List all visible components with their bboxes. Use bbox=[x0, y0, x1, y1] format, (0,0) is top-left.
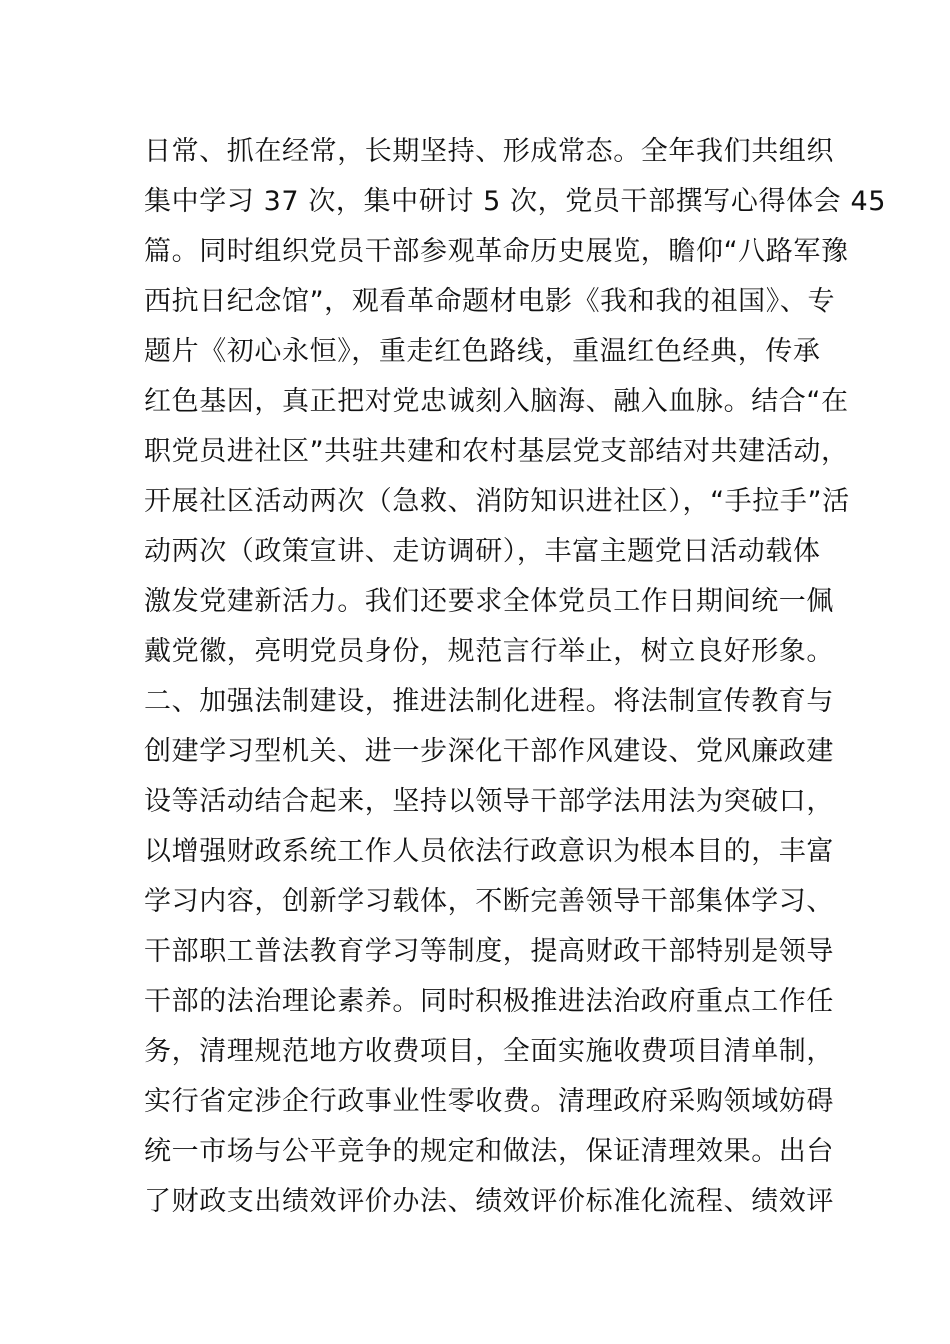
text-line-5: 题片《初心永恒》，重走红色路线，重温红色经典，传承 bbox=[144, 336, 821, 367]
text-line-8: 开展社区活动两次（急救、消防知识进社区），“手拉手”活 bbox=[144, 486, 850, 517]
text-line-17: 干部职工普法教育学习等制度，提高财政干部特别是领导 bbox=[144, 936, 834, 967]
text-line-4: 西抗日纪念馆”，观看革命题材电影《我和我的祖国》、专 bbox=[144, 286, 836, 317]
section-heading-line: 二、加强法制建设，推进法制化进程。将法制宣传教育与 bbox=[144, 686, 834, 717]
text-line-7: 职党员进社区”共驻共建和农村基层党支部结对共建活动， bbox=[144, 436, 849, 467]
text-line-10: 激发党建新活力。我们还要求全体党员工作日期间统一佩 bbox=[144, 586, 834, 617]
text-line-18: 干部的法治理论素养。同时积极推进法治政府重点工作任 bbox=[144, 986, 834, 1017]
text-line-21: 统一市场与公平竞争的规定和做法，保证清理效果。出台 bbox=[144, 1136, 834, 1167]
text-line-22: 了财政支出绩效评价办法、绩效评价标准化流程、绩效评 bbox=[144, 1186, 834, 1217]
text-line-2: 集中学习 37 次，集中研讨 5 次，党员干部撰写心得体会 45 bbox=[144, 186, 887, 217]
text-line-13: 创建学习型机关、进一步深化干部作风建设、党风廉政建 bbox=[144, 736, 834, 767]
text-line-11: 戴党徽，亮明党员身份，规范言行举止，树立良好形象。 bbox=[144, 636, 834, 667]
text-line-16: 学习内容，创新学习载体，不断完善领导干部集体学习、 bbox=[144, 886, 834, 917]
text-line-9: 动两次（政策宣讲、走访调研），丰富主题党日活动载体 bbox=[144, 536, 821, 567]
text-line-1: 日常、抓在经常，长期坚持、形成常态。全年我们共组织 bbox=[144, 136, 834, 167]
text-line-19: 务，清理规范地方收费项目，全面实施收费项目清单制， bbox=[144, 1036, 834, 1067]
text-line-15: 以增强财政系统工作人员依法行政意识为根本目的，丰富 bbox=[144, 836, 834, 867]
text-line-6: 红色基因，真正把对党忠诚刻入脑海、融入血脉。结合“在 bbox=[144, 386, 849, 417]
body-text bbox=[144, 127, 887, 1227]
text-line-3: 篇。同时组织党员干部参观革命历史展览，瞻仰“八路军豫 bbox=[144, 236, 849, 267]
text-line-14: 设等活动结合起来，坚持以领导干部学法用法为突破口， bbox=[144, 786, 834, 817]
text-line-20: 实行省定涉企行政事业性零收费。清理政府采购领域妨碍 bbox=[144, 1086, 834, 1117]
